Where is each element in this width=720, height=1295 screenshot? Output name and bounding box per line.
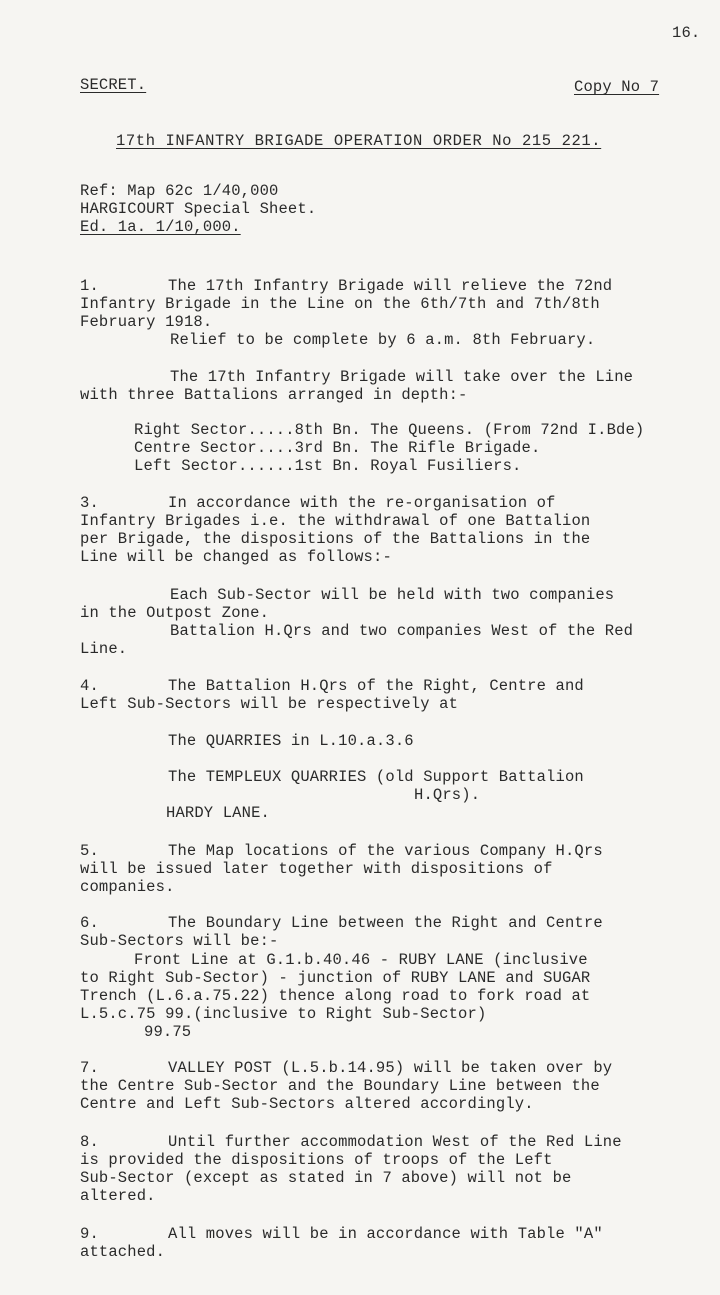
para-9-line: attached. xyxy=(80,1243,166,1261)
para-3-line: in the Outpost Zone. xyxy=(80,604,270,622)
para-3-line: Infantry Brigades i.e. the withdrawal of one Battalion xyxy=(80,512,591,530)
para-7-line: VALLEY POST (L.5.b.14.95) will be taken over by xyxy=(168,1059,613,1077)
hq-centre-cont: H.Qrs). xyxy=(414,786,481,804)
para-6-line: Sub-Sectors will be:- xyxy=(80,932,279,950)
para-2-line: The 17th Infantry Brigade will take over the Line xyxy=(170,368,634,386)
para-2-line: with three Battalions arranged in depth:- xyxy=(80,386,468,404)
para-1-line: Infantry Brigade in the Line on the 6th/7th and 7th/8th xyxy=(80,295,600,313)
para-7-line: Centre and Left Sub-Sectors altered accordingly. xyxy=(80,1095,534,1113)
para-1-line: Relief to be complete by 6 a.m. 8th February. xyxy=(170,331,596,349)
para-7-line: the Centre Sub-Sector and the Boundary Line between the xyxy=(80,1077,600,1095)
para-1-number: 1. xyxy=(80,277,99,295)
classification: SECRET. xyxy=(80,76,147,94)
para-6-line: Front Line at G.1.b.40.46 - RUBY LANE (inclusive xyxy=(134,951,588,969)
page-number: 16. xyxy=(672,24,701,42)
para-9-number: 9. xyxy=(80,1225,99,1243)
para-4-number: 4. xyxy=(80,677,99,695)
para-3-line: Line will be changed as follows:- xyxy=(80,548,392,566)
para-4-line: The Battalion H.Qrs of the Right, Centre and xyxy=(168,677,584,695)
reference-sheet: HARGICOURT Special Sheet. xyxy=(80,200,317,218)
para-5-line: The Map locations of the various Company H.Qrs xyxy=(168,842,603,860)
para-6-correction: 99.75 xyxy=(144,1023,192,1041)
para-6-line: L.5.c.75 99.(inclusive to Right Sub-Sector) xyxy=(80,1005,487,1023)
para-6-number: 6. xyxy=(80,914,99,932)
copy-number: Copy No 7 xyxy=(574,78,660,96)
para-3-number: 3. xyxy=(80,494,99,512)
para-3-line: Line. xyxy=(80,640,128,658)
para-5-line: will be issued later together with dispositions of xyxy=(80,860,553,878)
sector-left: Left Sector......1st Bn. Royal Fusiliers. xyxy=(134,457,522,475)
sector-right: Right Sector.....8th Bn. The Queens. (From 72nd I.Bde) xyxy=(134,421,645,439)
para-6-line: Trench (L.6.a.75.22) thence along road to fork road at xyxy=(80,987,591,1005)
para-3-line: In accordance with the re-organisation of xyxy=(168,494,556,512)
para-1-line: The 17th Infantry Brigade will relieve the 72nd xyxy=(168,277,613,295)
para-5-line: companies. xyxy=(80,878,175,896)
hq-right: The QUARRIES in L.10.a.3.6 xyxy=(168,732,414,750)
para-3-line: Battalion H.Qrs and two companies West of the Red xyxy=(170,622,634,640)
hq-centre: The TEMPLEUX QUARRIES (old Support Battalion xyxy=(168,768,584,786)
hq-left: HARDY LANE. xyxy=(166,804,270,822)
para-1-line: February 1918. xyxy=(80,313,213,331)
para-4-line: Left Sub-Sectors will be respectively at xyxy=(80,695,459,713)
para-8-line: is provided the dispositions of troops of the Left xyxy=(80,1151,553,1169)
order-title: 17th INFANTRY BRIGADE OPERATION ORDER No 215 221. xyxy=(116,132,602,150)
para-3-line: per Brigade, the dispositions of the Battalions in the xyxy=(80,530,591,548)
para-8-line: Until further accommodation West of the Red Line xyxy=(168,1133,622,1151)
para-6-line: The Boundary Line between the Right and Centre xyxy=(168,914,603,932)
para-6-line: to Right Sub-Sector) - junction of RUBY LANE and SUGAR xyxy=(80,969,591,987)
para-8-line: Sub-Sector (except as stated in 7 above) will not be xyxy=(80,1169,572,1187)
sector-centre: Centre Sector....3rd Bn. The Rifle Brigade. xyxy=(134,439,541,457)
para-7-number: 7. xyxy=(80,1059,99,1077)
para-3-line: Each Sub-Sector will be held with two companies xyxy=(170,586,615,604)
para-8-number: 8. xyxy=(80,1133,99,1151)
para-8-line: altered. xyxy=(80,1187,156,1205)
reference-edition: Ed. 1a. 1/10,000. xyxy=(80,218,241,236)
para-5-number: 5. xyxy=(80,842,99,860)
reference-map: Ref: Map 62c 1/40,000 xyxy=(80,182,279,200)
para-9-line: All moves will be in accordance with Table "A" xyxy=(168,1225,603,1243)
